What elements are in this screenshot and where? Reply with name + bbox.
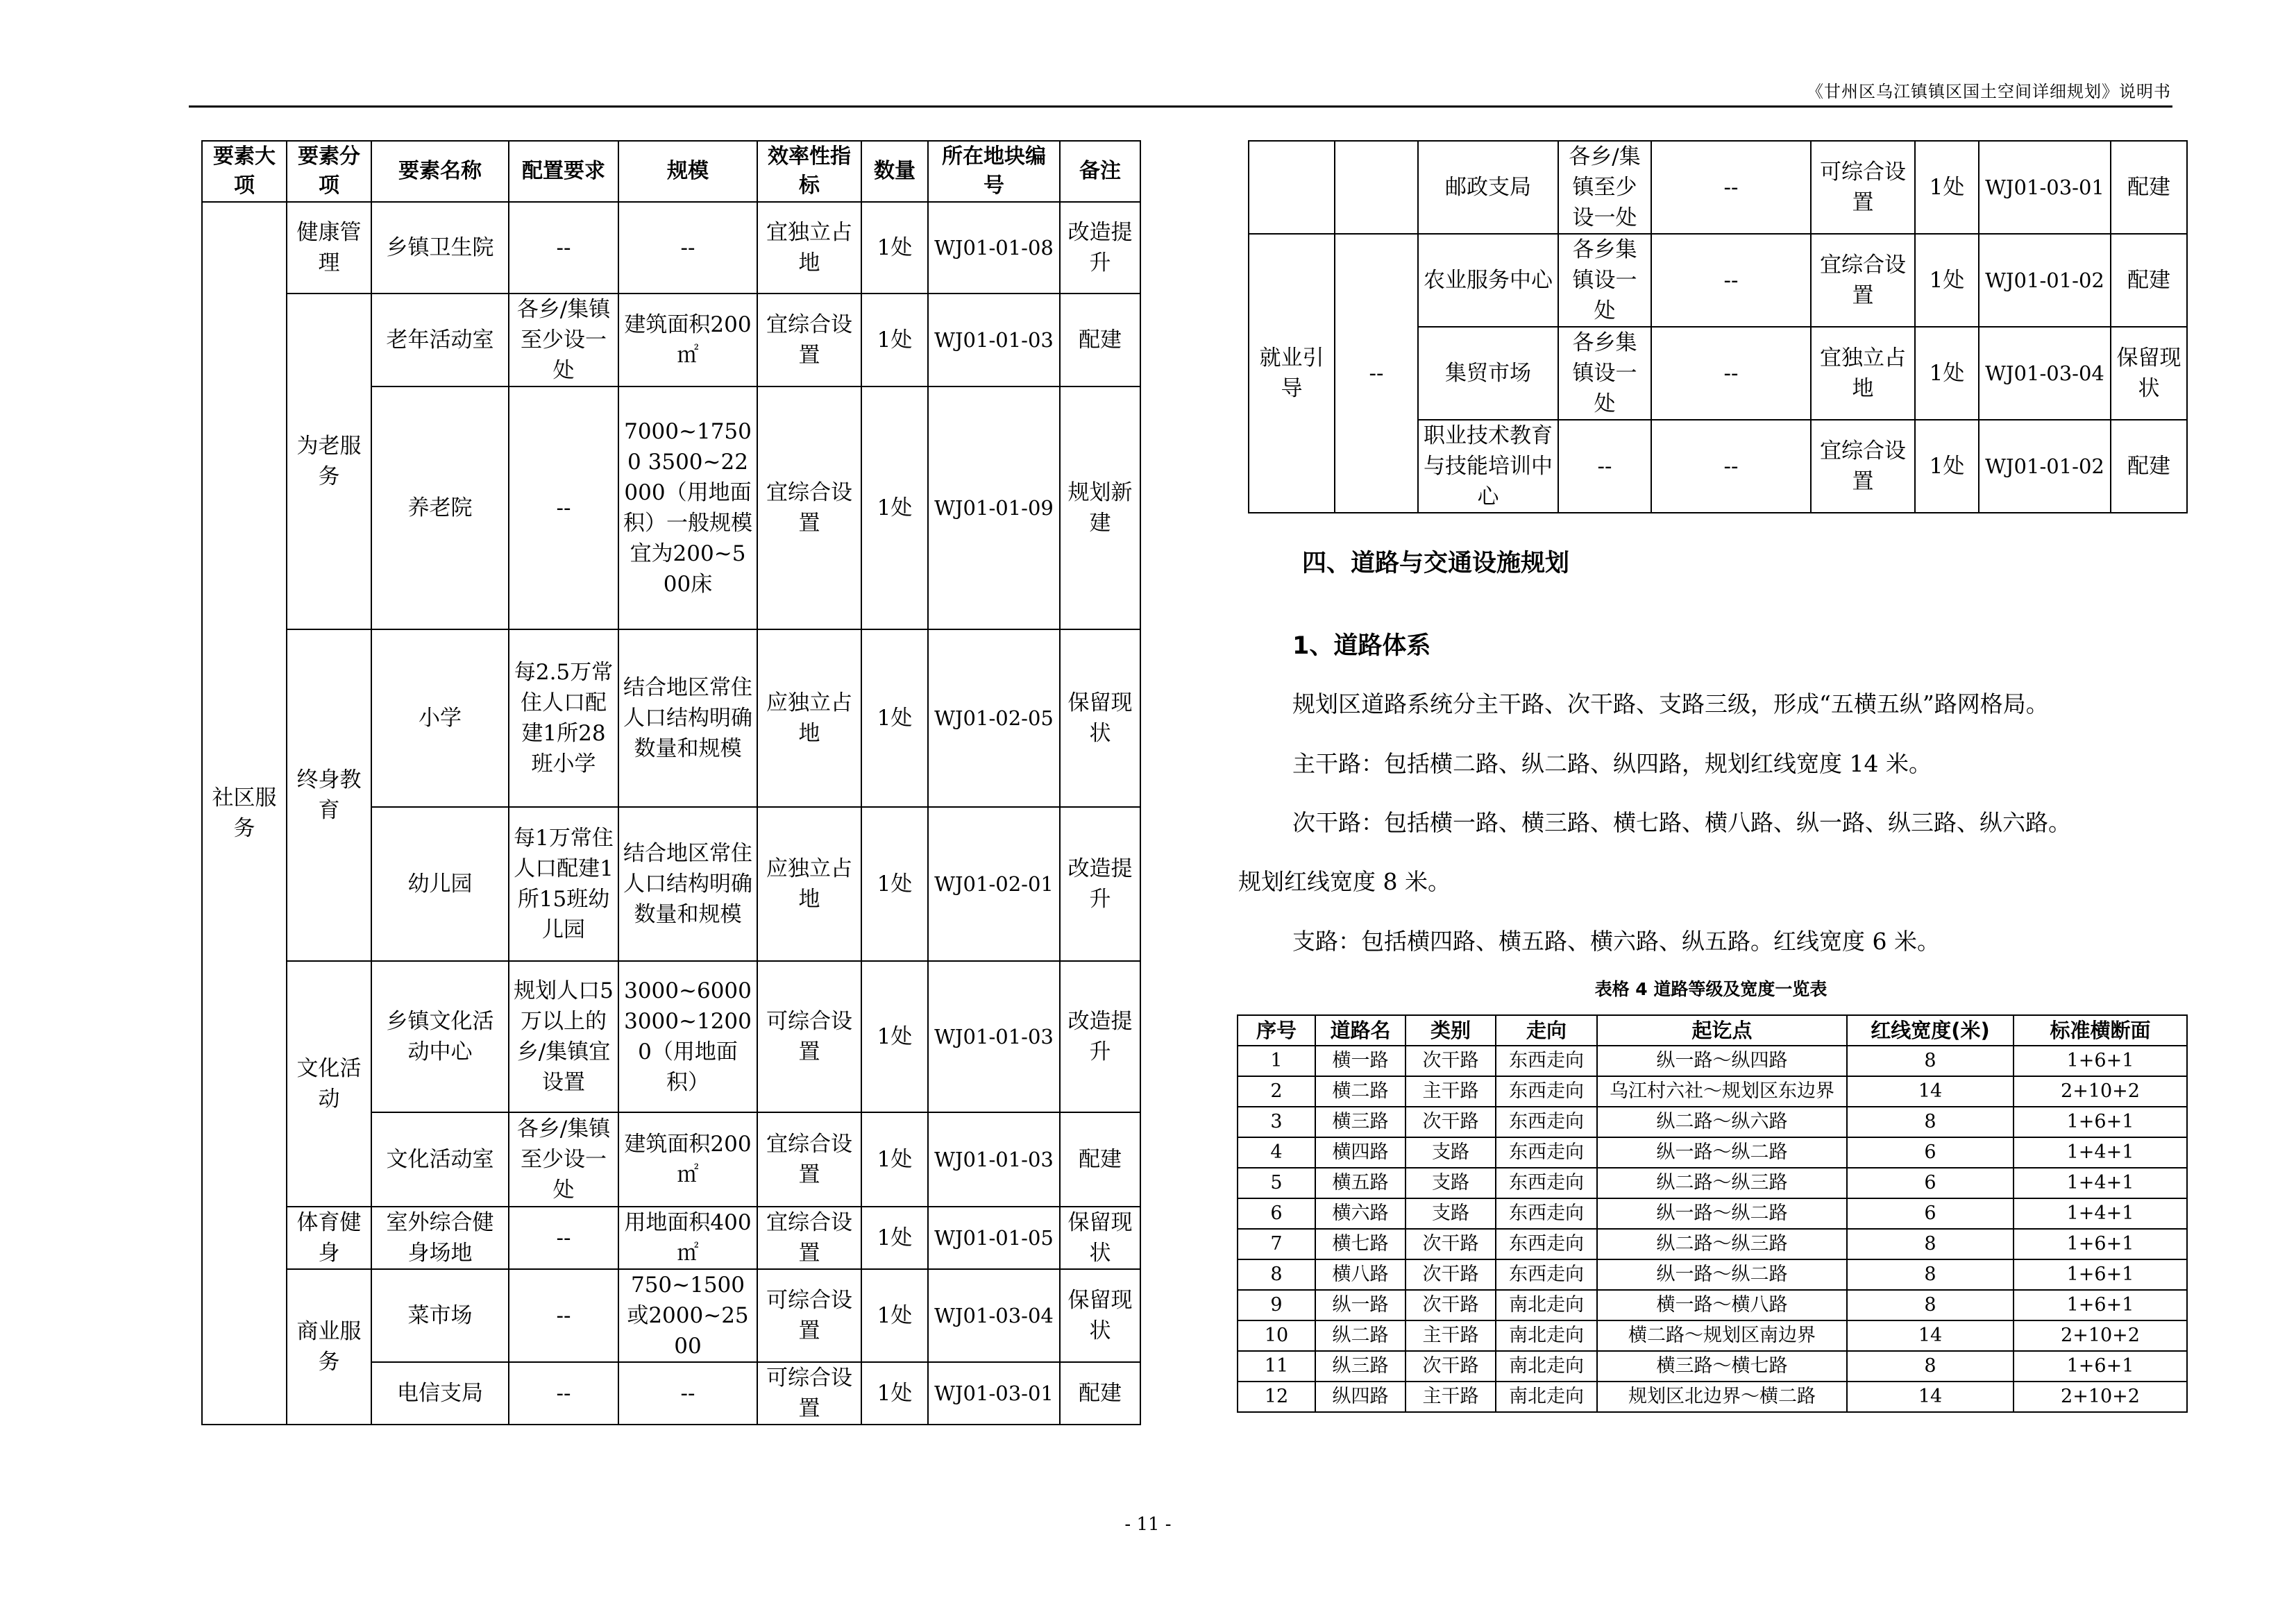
config-cell: 各乡/集镇至少设一处 xyxy=(1558,141,1651,234)
table-row xyxy=(202,961,1140,1112)
quantity-cell: 1处 xyxy=(861,961,928,1112)
scale-cell: -- xyxy=(1651,234,1811,327)
endpoints-cell: 横二路～规划区南边界 xyxy=(1597,1320,1847,1351)
header-cell: 走向 xyxy=(1496,1015,1597,1046)
table-row xyxy=(1249,234,2187,327)
page-number: - 11 - xyxy=(1124,1514,1172,1535)
road-name-cell: 横八路 xyxy=(1315,1259,1406,1290)
table-row xyxy=(1238,1229,2187,1259)
subcategory-cell: -- xyxy=(1335,234,1418,513)
red-line-width-cell: 14 xyxy=(1847,1320,2014,1351)
note-cell: 改造提升 xyxy=(1060,202,1140,294)
header-cell: 红线宽度(米) xyxy=(1847,1015,2014,1046)
config-cell: 各乡集镇设一处 xyxy=(1558,234,1651,327)
config-cell: 规划人口5万以上的乡/集镇宜设置 xyxy=(509,961,618,1112)
direction-cell: 东西走向 xyxy=(1496,1076,1597,1107)
config-cell: -- xyxy=(509,1269,618,1362)
table-header-row xyxy=(1238,1015,2187,1046)
efficiency-cell: 可综合设置 xyxy=(757,1362,861,1425)
parcel-code-cell: WJ01-03-01 xyxy=(928,1362,1060,1425)
cross-section-cell: 1+4+1 xyxy=(2014,1198,2187,1229)
endpoints-cell: 纵二路～纵三路 xyxy=(1597,1168,1847,1198)
subcategory-cell xyxy=(1335,141,1418,234)
name-cell: 菜市场 xyxy=(371,1269,509,1362)
section-title: 四、道路与交通设施规划 xyxy=(1302,550,1570,577)
efficiency-cell: 应独立占地 xyxy=(757,629,861,807)
red-line-width-cell: 8 xyxy=(1847,1046,2014,1076)
cross-section-cell: 1+6+1 xyxy=(2014,1351,2187,1382)
direction-cell: 南北走向 xyxy=(1496,1320,1597,1351)
row-number-cell: 3 xyxy=(1238,1107,1315,1137)
direction-cell: 东西走向 xyxy=(1496,1137,1597,1168)
road-class-cell: 次干路 xyxy=(1406,1259,1496,1290)
parcel-code-cell: WJ01-02-05 xyxy=(928,629,1060,807)
subcategory-cell: 终身教育 xyxy=(287,629,371,961)
row-number-cell: 7 xyxy=(1238,1229,1315,1259)
row-number-cell: 4 xyxy=(1238,1137,1315,1168)
note-cell: 配建 xyxy=(2111,141,2187,234)
quantity-cell: 1处 xyxy=(861,807,928,961)
scale-cell: -- xyxy=(1651,327,1811,420)
direction-cell: 东西走向 xyxy=(1496,1107,1597,1137)
road-name-cell: 横四路 xyxy=(1315,1137,1406,1168)
efficiency-cell: 可综合设置 xyxy=(757,1269,861,1362)
category-cell: 社区服务 xyxy=(202,202,287,1425)
header-cell: 道路名 xyxy=(1315,1015,1406,1046)
quantity-cell: 1处 xyxy=(861,1269,928,1362)
cross-section-cell: 1+4+1 xyxy=(2014,1137,2187,1168)
header-cell: 数量 xyxy=(861,141,928,202)
table-caption: 表格 4 道路等级及宽度一览表 xyxy=(1594,979,1827,999)
config-cell: 各乡/集镇至少设一处 xyxy=(509,294,618,386)
note-cell: 规划新建 xyxy=(1060,386,1140,629)
category-cell xyxy=(1249,141,1335,234)
parcel-code-cell: WJ01-02-01 xyxy=(928,807,1060,961)
red-line-width-cell: 14 xyxy=(1847,1076,2014,1107)
row-number-cell: 1 xyxy=(1238,1046,1315,1076)
config-cell: -- xyxy=(509,1362,618,1425)
row-number-cell: 10 xyxy=(1238,1320,1315,1351)
efficiency-cell: 宜综合设置 xyxy=(1811,234,1915,327)
row-number-cell: 6 xyxy=(1238,1198,1315,1229)
quantity-cell: 1处 xyxy=(1915,327,1979,420)
config-cell: -- xyxy=(1558,420,1651,513)
cross-section-cell: 2+10+2 xyxy=(2014,1382,2187,1412)
endpoints-cell: 横一路～横八路 xyxy=(1597,1290,1847,1320)
name-cell: 老年活动室 xyxy=(371,294,509,386)
header-cell: 规模 xyxy=(618,141,757,202)
red-line-width-cell: 6 xyxy=(1847,1198,2014,1229)
table-row xyxy=(1238,1046,2187,1076)
road-name-cell: 纵三路 xyxy=(1315,1351,1406,1382)
name-cell: 乡镇文化活动中心 xyxy=(371,961,509,1112)
name-cell: 乡镇卫生院 xyxy=(371,202,509,294)
table-header-row xyxy=(202,141,1140,202)
subsection-title: 1、道路体系 xyxy=(1292,632,1431,660)
red-line-width-cell: 8 xyxy=(1847,1259,2014,1290)
efficiency-cell: 可综合设置 xyxy=(757,961,861,1112)
road-name-cell: 纵一路 xyxy=(1315,1290,1406,1320)
parcel-code-cell: WJ01-01-03 xyxy=(928,961,1060,1112)
endpoints-cell: 纵一路～纵二路 xyxy=(1597,1137,1847,1168)
efficiency-cell: 宜综合设置 xyxy=(757,294,861,386)
config-cell: -- xyxy=(509,386,618,629)
name-cell: 幼儿园 xyxy=(371,807,509,961)
name-cell: 集贸市场 xyxy=(1418,327,1558,420)
facility-table-right xyxy=(1248,140,2188,513)
red-line-width-cell: 8 xyxy=(1847,1351,2014,1382)
parcel-code-cell: WJ01-01-02 xyxy=(1979,420,2111,513)
table-row xyxy=(1238,1076,2187,1107)
quantity-cell: 1处 xyxy=(861,1207,928,1269)
road-name-cell: 横六路 xyxy=(1315,1198,1406,1229)
road-name-cell: 横三路 xyxy=(1315,1107,1406,1137)
parcel-code-cell: WJ01-01-08 xyxy=(928,202,1060,294)
header-cell: 所在地块编号 xyxy=(928,141,1060,202)
direction-cell: 东西走向 xyxy=(1496,1229,1597,1259)
subcategory-cell: 为老服务 xyxy=(287,294,371,629)
row-number-cell: 2 xyxy=(1238,1076,1315,1107)
table-row xyxy=(1238,1259,2187,1290)
road-name-cell: 横二路 xyxy=(1315,1076,1406,1107)
road-class-cell: 次干路 xyxy=(1406,1107,1496,1137)
cross-section-cell: 2+10+2 xyxy=(2014,1076,2187,1107)
endpoints-cell: 纵一路～纵二路 xyxy=(1597,1259,1847,1290)
endpoints-cell: 规划区北边界～横二路 xyxy=(1597,1382,1847,1412)
road-class-cell: 支路 xyxy=(1406,1137,1496,1168)
road-class-cell: 主干路 xyxy=(1406,1382,1496,1412)
note-cell: 配建 xyxy=(1060,1362,1140,1425)
road-name-cell: 纵四路 xyxy=(1315,1382,1406,1412)
efficiency-cell: 可综合设置 xyxy=(1811,141,1915,234)
scale-cell: 建筑面积200㎡ xyxy=(618,1112,757,1207)
header-cell: 标准横断面 xyxy=(2014,1015,2187,1046)
paragraph: 规划区道路系统分主干路、次干路、支路三级，形成“五横五纵”路网格局。 xyxy=(1292,690,2049,717)
table-row xyxy=(1238,1351,2187,1382)
red-line-width-cell: 14 xyxy=(1847,1382,2014,1412)
table-row xyxy=(202,294,1140,386)
table-row xyxy=(202,202,1140,294)
header-cell: 要素大项 xyxy=(202,141,287,202)
parcel-code-cell: WJ01-03-01 xyxy=(1979,141,2111,234)
note-cell: 配建 xyxy=(2111,234,2187,327)
config-cell: 各乡集镇设一处 xyxy=(1558,327,1651,420)
header-cell: 配置要求 xyxy=(509,141,618,202)
note-cell: 保留现状 xyxy=(1060,1269,1140,1362)
direction-cell: 南北走向 xyxy=(1496,1351,1597,1382)
efficiency-cell: 宜独立占地 xyxy=(1811,327,1915,420)
note-cell: 配建 xyxy=(2111,420,2187,513)
road-name-cell: 纵二路 xyxy=(1315,1320,1406,1351)
table-row xyxy=(202,1269,1140,1362)
direction-cell: 南北走向 xyxy=(1496,1382,1597,1412)
config-cell: -- xyxy=(509,1207,618,1269)
table-row xyxy=(1238,1168,2187,1198)
parcel-code-cell: WJ01-01-03 xyxy=(928,294,1060,386)
subcategory-cell: 健康管理 xyxy=(287,202,371,294)
efficiency-cell: 宜综合设置 xyxy=(757,386,861,629)
endpoints-cell: 纵二路～纵三路 xyxy=(1597,1229,1847,1259)
road-table-body xyxy=(1238,1046,2187,1412)
table-row xyxy=(1238,1137,2187,1168)
efficiency-cell: 宜综合设置 xyxy=(757,1112,861,1207)
quantity-cell: 1处 xyxy=(861,1112,928,1207)
header-cell: 起讫点 xyxy=(1597,1015,1847,1046)
parcel-code-cell: WJ01-03-04 xyxy=(1979,327,2111,420)
name-cell: 邮政支局 xyxy=(1418,141,1558,234)
table-row xyxy=(1238,1107,2187,1137)
config-cell: -- xyxy=(509,202,618,294)
efficiency-cell: 宜独立占地 xyxy=(757,202,861,294)
endpoints-cell: 乌江村六社～规划区东边界 xyxy=(1597,1076,1847,1107)
note-cell: 保留现状 xyxy=(2111,327,2187,420)
road-class-cell: 次干路 xyxy=(1406,1046,1496,1076)
parcel-code-cell: WJ01-01-09 xyxy=(928,386,1060,629)
red-line-width-cell: 8 xyxy=(1847,1229,2014,1259)
endpoints-cell: 纵一路～纵二路 xyxy=(1597,1198,1847,1229)
road-grade-table xyxy=(1237,1014,2188,1413)
scale-cell: 7000~17500 3500~22000（用地面积）一般规模宜为200~500床 xyxy=(618,386,757,629)
note-cell: 保留现状 xyxy=(1060,1207,1140,1269)
road-class-cell: 次干路 xyxy=(1406,1351,1496,1382)
row-number-cell: 8 xyxy=(1238,1259,1315,1290)
header-cell: 要素名称 xyxy=(371,141,509,202)
name-cell: 养老院 xyxy=(371,386,509,629)
scale-cell: 3000~6000 3000~12000（用地面积） xyxy=(618,961,757,1112)
efficiency-cell: 应独立占地 xyxy=(757,807,861,961)
parcel-code-cell: WJ01-01-05 xyxy=(928,1207,1060,1269)
name-cell: 小学 xyxy=(371,629,509,807)
road-name-cell: 横一路 xyxy=(1315,1046,1406,1076)
cross-section-cell: 1+6+1 xyxy=(2014,1259,2187,1290)
subcategory-cell: 文化活动 xyxy=(287,961,371,1207)
row-number-cell: 9 xyxy=(1238,1290,1315,1320)
direction-cell: 南北走向 xyxy=(1496,1290,1597,1320)
scale-cell: 750~1500或2000~2500 xyxy=(618,1269,757,1362)
scale-cell: -- xyxy=(1651,420,1811,513)
subcategory-cell: 商业服务 xyxy=(287,1269,371,1425)
road-class-cell: 主干路 xyxy=(1406,1076,1496,1107)
note-cell: 改造提升 xyxy=(1060,961,1140,1112)
cross-section-cell: 1+6+1 xyxy=(2014,1046,2187,1076)
cross-section-cell: 1+4+1 xyxy=(2014,1168,2187,1198)
table-row xyxy=(1238,1320,2187,1351)
table-row xyxy=(1238,1198,2187,1229)
name-cell: 职业技术教育与技能培训中心 xyxy=(1418,420,1558,513)
endpoints-cell: 纵二路～纵六路 xyxy=(1597,1107,1847,1137)
paragraph: 主干路：包括横二路、纵二路、纵四路，规划红线宽度 14 米。 xyxy=(1292,750,1932,777)
red-line-width-cell: 6 xyxy=(1847,1137,2014,1168)
parcel-code-cell: WJ01-01-02 xyxy=(1979,234,2111,327)
red-line-width-cell: 8 xyxy=(1847,1290,2014,1320)
quantity-cell: 1处 xyxy=(1915,234,1979,327)
quantity-cell: 1处 xyxy=(1915,141,1979,234)
scale-cell: -- xyxy=(1651,141,1811,234)
config-cell: 每1万常住人口配建1所15班幼儿园 xyxy=(509,807,618,961)
scale-cell: 建筑面积200㎡ xyxy=(618,294,757,386)
red-line-width-cell: 6 xyxy=(1847,1168,2014,1198)
table-row xyxy=(202,1207,1140,1269)
cross-section-cell: 2+10+2 xyxy=(2014,1320,2187,1351)
header-divider xyxy=(189,105,2172,108)
parcel-code-cell: WJ01-01-03 xyxy=(928,1112,1060,1207)
paragraph: 次干路：包括横一路、横三路、横七路、横八路、纵一路、纵三路、纵六路。 xyxy=(1292,809,2071,836)
header-cell: 要素分项 xyxy=(287,141,371,202)
scale-cell: -- xyxy=(618,1362,757,1425)
efficiency-cell: 宜综合设置 xyxy=(1811,420,1915,513)
header-cell: 序号 xyxy=(1238,1015,1315,1046)
table-row xyxy=(202,629,1140,807)
table-row xyxy=(1249,141,2187,234)
facility-table-left xyxy=(201,140,1141,1425)
quantity-cell: 1处 xyxy=(861,294,928,386)
endpoints-cell: 横三路～横七路 xyxy=(1597,1351,1847,1382)
direction-cell: 东西走向 xyxy=(1496,1168,1597,1198)
table-row xyxy=(1238,1290,2187,1320)
quantity-cell: 1处 xyxy=(861,386,928,629)
paragraph: 规划红线宽度 8 米。 xyxy=(1238,868,1451,895)
scale-cell: 结合地区常住人口结构明确数量和规模 xyxy=(618,807,757,961)
paragraph: 支路：包括横四路、横五路、横六路、纵五路。红线宽度 6 米。 xyxy=(1292,928,1940,955)
road-class-cell: 支路 xyxy=(1406,1168,1496,1198)
document-header: 《甘州区乌江镇镇区国土空间详细规划》说明书 xyxy=(1807,82,2171,101)
name-cell: 电信支局 xyxy=(371,1362,509,1425)
subcategory-cell: 就业引导 xyxy=(1249,234,1335,513)
config-cell: 各乡/集镇至少设一处 xyxy=(509,1112,618,1207)
red-line-width-cell: 8 xyxy=(1847,1107,2014,1137)
name-cell: 文化活动室 xyxy=(371,1112,509,1207)
row-number-cell: 12 xyxy=(1238,1382,1315,1412)
cross-section-cell: 1+6+1 xyxy=(2014,1290,2187,1320)
name-cell: 室外综合健身场地 xyxy=(371,1207,509,1269)
note-cell: 配建 xyxy=(1060,1112,1140,1207)
note-cell: 保留现状 xyxy=(1060,629,1140,807)
config-cell: 每2.5万常住人口配建1所28班小学 xyxy=(509,629,618,807)
road-class-cell: 次干路 xyxy=(1406,1290,1496,1320)
note-cell: 改造提升 xyxy=(1060,807,1140,961)
road-class-cell: 支路 xyxy=(1406,1198,1496,1229)
cross-section-cell: 1+6+1 xyxy=(2014,1229,2187,1259)
parcel-code-cell: WJ01-03-04 xyxy=(928,1269,1060,1362)
row-number-cell: 5 xyxy=(1238,1168,1315,1198)
quantity-cell: 1处 xyxy=(1915,420,1979,513)
header-cell: 效率性指标 xyxy=(757,141,861,202)
quantity-cell: 1处 xyxy=(861,1362,928,1425)
efficiency-cell: 宜综合设置 xyxy=(757,1207,861,1269)
header-cell: 备注 xyxy=(1060,141,1140,202)
scale-cell: 用地面积400㎡ xyxy=(618,1207,757,1269)
row-number-cell: 11 xyxy=(1238,1351,1315,1382)
direction-cell: 东西走向 xyxy=(1496,1198,1597,1229)
road-class-cell: 次干路 xyxy=(1406,1229,1496,1259)
header-cell: 类别 xyxy=(1406,1015,1496,1046)
road-class-cell: 主干路 xyxy=(1406,1320,1496,1351)
direction-cell: 东西走向 xyxy=(1496,1259,1597,1290)
quantity-cell: 1处 xyxy=(861,202,928,294)
endpoints-cell: 纵一路～纵四路 xyxy=(1597,1046,1847,1076)
quantity-cell: 1处 xyxy=(861,629,928,807)
note-cell: 配建 xyxy=(1060,294,1140,386)
subcategory-cell: 体育健身 xyxy=(287,1207,371,1269)
road-name-cell: 横五路 xyxy=(1315,1168,1406,1198)
name-cell: 农业服务中心 xyxy=(1418,234,1558,327)
scale-cell: -- xyxy=(618,202,757,294)
direction-cell: 东西走向 xyxy=(1496,1046,1597,1076)
scale-cell: 结合地区常住人口结构明确数量和规模 xyxy=(618,629,757,807)
table-row xyxy=(1238,1382,2187,1412)
cross-section-cell: 1+6+1 xyxy=(2014,1107,2187,1137)
road-name-cell: 横七路 xyxy=(1315,1229,1406,1259)
